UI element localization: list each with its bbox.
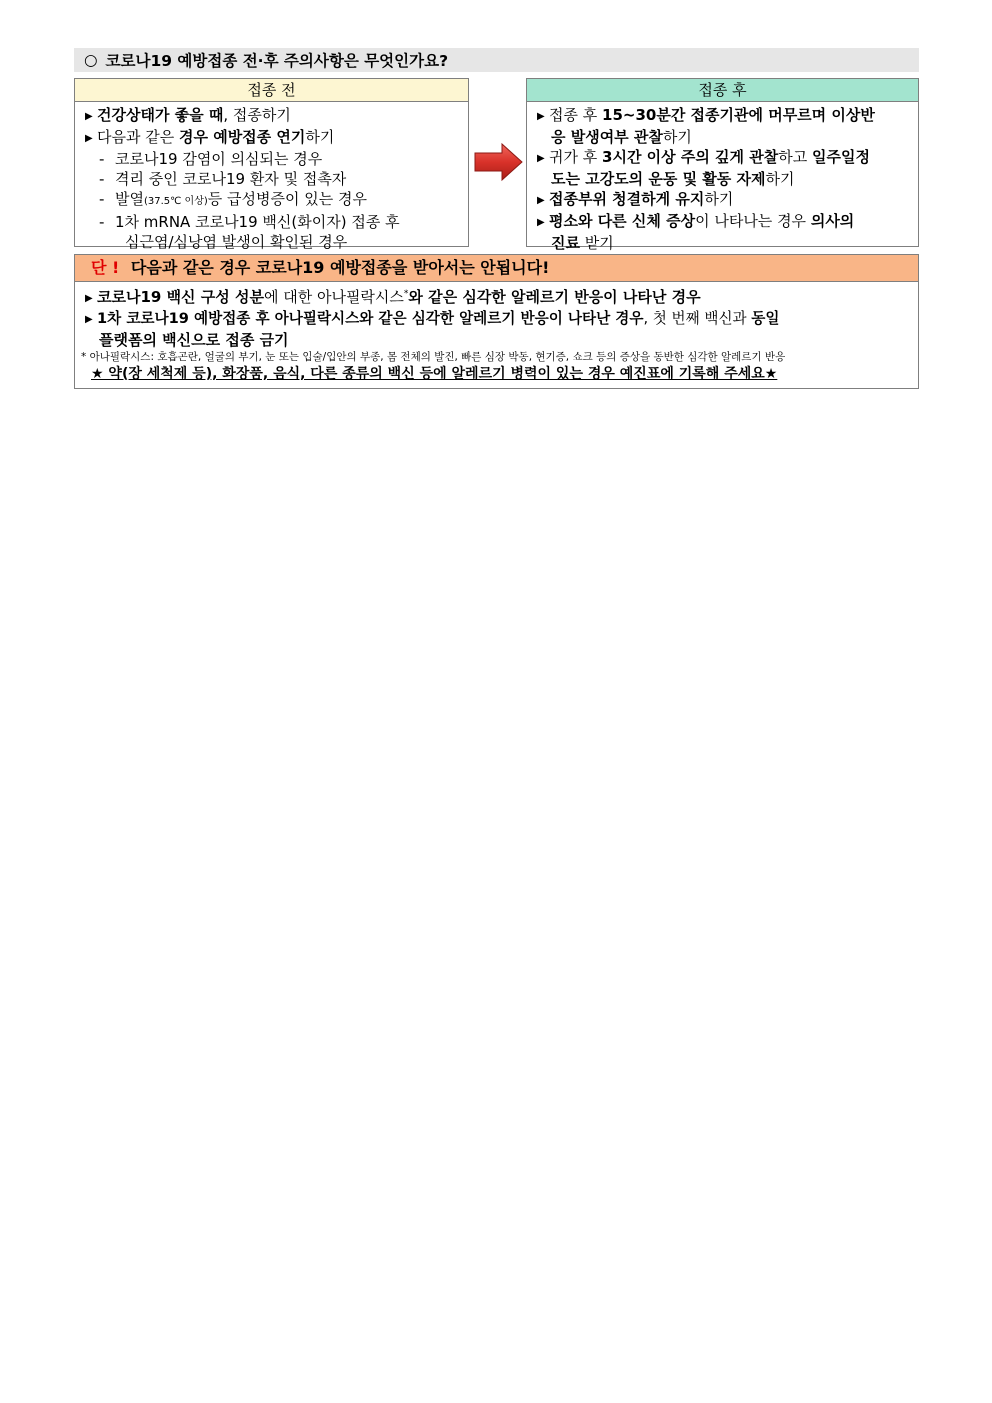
after-item-1: ▶ 접종 후 15~30분간 접종기관에 머무르며 이상반 <box>537 105 910 127</box>
after-item-1-cont: 응 발생여부 관찰하기 <box>551 128 692 146</box>
triangle-bullet-icon: ▶ <box>537 195 545 206</box>
before-vaccination-box <box>74 78 469 251</box>
warning-box <box>74 254 919 389</box>
right-arrow-icon <box>474 142 524 182</box>
circle-bullet-icon: ○ <box>84 51 98 69</box>
anaphylaxis-footnote: * 아나필락시스: 호흡곤란, 얼굴의 부기, 눈 또는 입술/입안의 부종, 몸 전체의 발진, 빠른 심장 박동, 현기증, 쇼크 등의 증상을 동반한 심각한 알레르기 반응 <box>81 351 786 363</box>
section-title <box>74 48 919 72</box>
before-sub-4: - 1차 mRNA 코로나19 백신(화이자) 접종 후 <box>99 213 400 231</box>
warning-item-2-cont: 플랫폼의 백신으로 접종 금기 <box>99 331 289 349</box>
triangle-bullet-icon: ▶ <box>537 153 545 164</box>
before-sub-1: - 코로나19 감염이 의심되는 경우 <box>99 150 323 168</box>
allergy-notice: ★ 약(장 세척제 등), 화장품, 음식, 다른 종류의 백신 등에 알레르기 병력이 있는 경우 예진표에 기록해 주세요★ <box>91 366 778 382</box>
after-item-4: ▶ 평소와 다른 신체 증상이 나타나는 경우 의사의 <box>537 211 910 233</box>
warning-title: 다음과 같은 경우 코로나19 예방접종을 받아서는 안됩니다! <box>130 258 550 277</box>
before-item-1: ▶ 건강상태가 좋을 때, 접종하기 <box>85 105 460 127</box>
warning-item-2: ▶ 1차 코로나19 예방접종 후 아나필락시스와 같은 심각한 알레르기 반응이 나타난 경우, 첫 번째 백신과 동일 <box>85 309 910 330</box>
after-item-4-cont: 진료 받기 <box>551 234 614 252</box>
before-sub-4-cont: 심근염/심낭염 발생이 확인된 경우 <box>125 233 348 251</box>
section-title-text: 코로나19 예방접종 전·후 주의사항은 무엇인가요? <box>105 52 449 70</box>
warning-prefix: 단 ! <box>91 258 120 277</box>
triangle-bullet-icon: ▶ <box>85 314 93 325</box>
triangle-bullet-icon: ▶ <box>85 111 93 122</box>
after-item-2-cont: 도는 고강도의 운동 및 활동 자제하기 <box>551 170 795 188</box>
before-header: 접종 전 <box>75 79 468 102</box>
before-sub-2: - 격리 중인 코로나19 환자 및 접촉자 <box>99 170 347 188</box>
after-item-2: ▶ 귀가 후 3시간 이상 주의 깊게 관찰하고 일주일정 <box>537 147 910 169</box>
warning-item-1: ▶ 코로나19 백신 구성 성분에 대한 아나필락시스*와 같은 심각한 알레르기 반응이 나타난 경우 <box>85 284 910 309</box>
after-vaccination-box <box>526 78 919 252</box>
triangle-bullet-icon: ▶ <box>537 217 545 228</box>
triangle-bullet-icon: ▶ <box>85 133 93 144</box>
after-item-3: ▶ 접종부위 청결하게 유지하기 <box>537 189 910 211</box>
triangle-bullet-icon: ▶ <box>537 111 545 122</box>
triangle-bullet-icon: ▶ <box>85 293 93 304</box>
before-item-2: ▶ 다음과 같은 경우 예방접종 연기하기 <box>85 127 460 149</box>
warning-header <box>75 255 918 282</box>
after-header: 접종 후 <box>527 79 918 102</box>
before-sub-3: - 발열(37.5℃ 이상)등 급성병증이 있는 경우 <box>99 190 368 208</box>
